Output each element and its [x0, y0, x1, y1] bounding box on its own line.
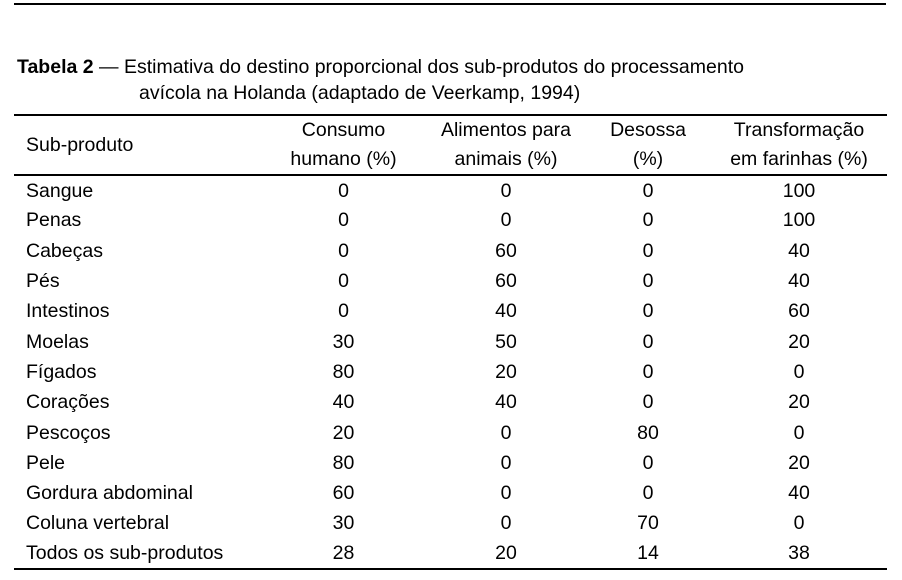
cell-sub-produto: Gordura abdominal	[26, 482, 193, 505]
table-row	[14, 478, 887, 508]
cell-transformacao-farinhas: 60	[788, 300, 810, 323]
cell-transformacao-farinhas: 20	[788, 391, 810, 414]
header-label-line-1: Consumo	[301, 119, 386, 141]
cell-desossa: 0	[642, 300, 654, 323]
cell-transformacao-farinhas: 100	[782, 209, 816, 232]
data-table	[14, 114, 887, 570]
caption-line-2: avícola na Holanda (adaptado de Veerkamp, 1994)	[139, 82, 581, 104]
cell-sub-produto: Moelas	[26, 330, 89, 353]
cell-sub-produto: Penas	[26, 209, 82, 232]
cell-sub-produto: Fígados	[26, 360, 97, 383]
table-row	[14, 205, 887, 235]
cell-alimentos-animais: 0	[500, 512, 512, 535]
cell-desossa: 0	[642, 482, 654, 505]
cell-desossa: 0	[642, 451, 654, 474]
cell-desossa: 0	[642, 330, 654, 353]
cell-desossa: 70	[637, 512, 659, 535]
header-consumo-humano	[260, 115, 427, 175]
cell-alimentos-animais: 0	[500, 451, 512, 474]
cell-consumo-humano: 80	[332, 451, 355, 474]
table-caption	[17, 54, 897, 106]
cell-transformacao-farinhas: 40	[788, 482, 810, 505]
cell-desossa: 0	[642, 391, 654, 414]
cell-alimentos-animais: 60	[495, 239, 517, 262]
cell-desossa: 0	[642, 179, 654, 202]
cell-transformacao-farinhas: 0	[793, 512, 805, 535]
table-row	[14, 296, 887, 326]
header-label-line-1: Desossa	[610, 119, 686, 141]
cell-sub-produto: Pescoços	[26, 421, 111, 444]
cell-consumo-humano: 28	[260, 539, 427, 569]
header-row	[14, 115, 887, 175]
cell-transformacao-farinhas: 0	[793, 360, 805, 383]
caption-title-part-1: Estimativa do destino proporcional dos sub-produtos do processamento	[123, 56, 744, 78]
cell-alimentos-animais: 50	[495, 330, 517, 353]
cell-sub-produto: Corações	[26, 391, 110, 414]
cell-consumo-humano: 0	[338, 239, 349, 262]
caption-label: Tabela 2	[17, 56, 94, 78]
header-label-line-2: humano (%)	[290, 148, 397, 170]
top-rule	[14, 3, 886, 5]
cell-alimentos-animais: 0	[500, 421, 512, 444]
table-row	[14, 175, 887, 205]
cell-desossa: 14	[585, 539, 711, 569]
header-label-line-2: (%)	[632, 148, 664, 170]
caption-line-1	[17, 54, 897, 80]
cell-desossa: 80	[637, 421, 659, 444]
header-label-line-1: Transformação	[733, 119, 865, 141]
table-row	[14, 448, 887, 478]
cell-alimentos-animais: 0	[500, 482, 512, 505]
cell-alimentos-animais: 40	[495, 391, 517, 414]
cell-desossa: 0	[642, 239, 654, 262]
cell-alimentos-animais: 0	[500, 179, 512, 202]
header-alimentos-animais	[427, 115, 585, 175]
header-label-line-1: Alimentos para	[440, 119, 572, 141]
header-sub-produto	[14, 115, 260, 175]
table-row	[14, 326, 887, 356]
cell-desossa: 0	[642, 360, 654, 383]
cell-consumo-humano: 0	[338, 179, 349, 202]
cell-transformacao-farinhas: 40	[788, 239, 810, 262]
cell-alimentos-animais: 20	[495, 360, 517, 383]
cell-transformacao-farinhas: 40	[788, 270, 810, 293]
cell-consumo-humano: 0	[338, 209, 349, 232]
cell-sub-produto: Intestinos	[26, 300, 110, 323]
table-row	[14, 357, 887, 387]
cell-consumo-humano: 80	[332, 360, 355, 383]
cell-alimentos-animais: 40	[495, 300, 517, 323]
table-row	[14, 387, 887, 417]
cell-sub-produto: Todos os sub-produtos	[14, 539, 260, 569]
cell-alimentos-animais: 20	[427, 539, 585, 569]
header-transformacao-farinhas	[711, 115, 887, 175]
cell-alimentos-animais: 0	[500, 209, 512, 232]
cell-sub-produto: Sangue	[26, 179, 94, 202]
cell-consumo-humano: 40	[332, 391, 355, 414]
cell-consumo-humano: 30	[332, 330, 355, 353]
header-desossa	[585, 115, 711, 175]
cell-consumo-humano: 60	[332, 482, 355, 505]
cell-consumo-humano: 0	[338, 270, 349, 293]
cell-transformacao-farinhas: 20	[788, 330, 810, 353]
table-row	[14, 266, 887, 296]
header-label: Sub-produto	[26, 133, 134, 156]
cell-alimentos-animais: 60	[495, 270, 517, 293]
cell-sub-produto: Cabeças	[26, 239, 103, 262]
cell-transformacao-farinhas: 38	[711, 539, 887, 569]
cell-transformacao-farinhas: 0	[793, 421, 805, 444]
cell-desossa: 0	[642, 209, 654, 232]
table-row	[14, 417, 887, 447]
cell-consumo-humano: 30	[332, 512, 355, 535]
cell-sub-produto: Pés	[26, 270, 60, 293]
cell-consumo-humano: 20	[332, 421, 355, 444]
cell-sub-produto: Pele	[26, 451, 66, 474]
caption-separator: —	[93, 56, 124, 78]
header-label-line-2: animais (%)	[454, 148, 558, 170]
table-row	[14, 236, 887, 266]
table-row	[14, 508, 887, 538]
cell-desossa: 0	[642, 270, 654, 293]
table-row	[14, 539, 887, 569]
cell-transformacao-farinhas: 100	[782, 179, 816, 202]
cell-consumo-humano: 0	[338, 300, 349, 323]
header-label-line-2: em farinhas (%)	[730, 148, 868, 170]
cell-sub-produto: Coluna vertebral	[26, 512, 170, 535]
cell-transformacao-farinhas: 20	[788, 451, 810, 474]
